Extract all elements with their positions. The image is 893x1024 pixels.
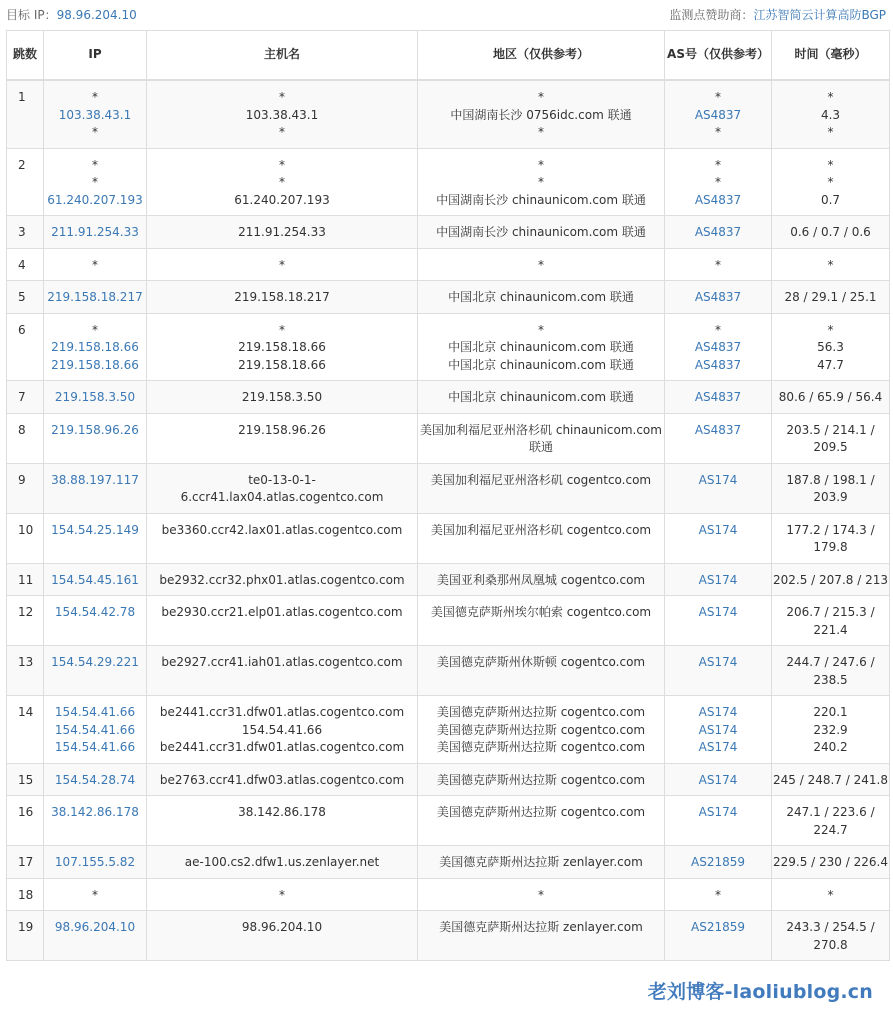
- asn-value[interactable]: AS174: [698, 740, 738, 754]
- region-value: *: [538, 90, 544, 104]
- asn-value[interactable]: AS174: [698, 722, 738, 737]
- target-ip[interactable]: 98.96.204.10: [56, 7, 137, 22]
- ip-value[interactable]: 154.54.25.149: [51, 522, 139, 537]
- asn-cell: [665, 763, 772, 796]
- hostname-cell: [147, 696, 418, 764]
- hostname-cell: [147, 281, 418, 314]
- ip-cell: [44, 80, 147, 148]
- hostname-cell: [147, 216, 418, 249]
- ip-cell: [44, 763, 147, 796]
- table-row: [7, 596, 890, 646]
- time-cell: [772, 381, 890, 414]
- asn-value[interactable]: AS4837: [694, 390, 742, 404]
- table-row: [7, 413, 890, 463]
- asn-cell: [665, 878, 772, 911]
- time-cell: [772, 513, 890, 563]
- host-value: *: [279, 322, 285, 337]
- time-value: 177.2 / 174.3 / 179.8: [786, 522, 875, 554]
- region-cell: [418, 513, 665, 563]
- ip-value[interactable]: 219.158.18.217: [47, 290, 143, 304]
- time-value: 244.7 / 247.6 / 238.5: [786, 655, 875, 687]
- ip-cell: [44, 911, 147, 961]
- table-row: [7, 248, 890, 281]
- table-row: [7, 381, 890, 414]
- host-value: 61.240.207.193: [234, 192, 330, 207]
- target-info: [6, 6, 137, 23]
- time-cell: [772, 696, 890, 764]
- ip-value[interactable]: 38.88.197.117: [51, 472, 139, 487]
- table-row: [7, 281, 890, 314]
- region-cell: [418, 911, 665, 961]
- asn-value[interactable]: AS174: [698, 605, 738, 619]
- host-value: be2441.ccr31.dfw01.atlas.cogentco.com: [159, 740, 405, 754]
- region-cell: [418, 596, 665, 646]
- col-header-time: 时间（毫秒）: [772, 31, 890, 81]
- ip-cell: [44, 148, 147, 216]
- host-value: be2441.ccr31.dfw01.atlas.cogentco.com: [159, 705, 405, 719]
- table-row: [7, 463, 890, 513]
- time-cell: [772, 216, 890, 249]
- ip-value: *: [92, 257, 98, 272]
- asn-value[interactable]: AS4837: [694, 340, 742, 354]
- ip-value[interactable]: 103.38.43.1: [58, 107, 132, 122]
- asn-value: *: [715, 157, 721, 172]
- col-header-ip: IP: [44, 31, 147, 81]
- table-row: [7, 763, 890, 796]
- asn-cell: [665, 313, 772, 381]
- asn-value[interactable]: AS174: [698, 772, 738, 787]
- region-value: 美国加利福尼亚州洛杉矶 cogentco.com: [430, 472, 652, 487]
- ip-value[interactable]: 38.142.86.178: [51, 805, 139, 819]
- sponsor-link[interactable]: 江苏智简云计算高防BGP: [753, 7, 886, 22]
- region-cell: [418, 313, 665, 381]
- table-row: [7, 513, 890, 563]
- region-cell: [418, 696, 665, 764]
- asn-value: *: [715, 175, 721, 189]
- host-value: 211.91.254.33: [238, 225, 326, 239]
- asn-value: *: [715, 322, 721, 337]
- region-cell: [418, 463, 665, 513]
- asn-value[interactable]: AS21859: [691, 920, 745, 934]
- time-value: 47.7: [817, 357, 844, 372]
- asn-value[interactable]: AS174: [698, 655, 738, 669]
- ip-value: *: [92, 90, 98, 104]
- region-cell: [418, 563, 665, 596]
- ip-cell: [44, 696, 147, 764]
- hostname-cell: [147, 911, 418, 961]
- asn-cell: [665, 463, 772, 513]
- host-value: *: [279, 257, 285, 272]
- host-value: be2927.ccr41.iah01.atlas.cogentco.com: [161, 655, 403, 669]
- asn-cell: [665, 796, 772, 846]
- hop-cell: 13: [7, 646, 44, 696]
- asn-cell: [665, 696, 772, 764]
- host-value: be2763.ccr41.dfw03.atlas.cogentco.com: [159, 772, 405, 787]
- time-value: 4.3: [820, 107, 841, 122]
- region-value: 美国德克萨斯州达拉斯 cogentco.com: [436, 722, 646, 737]
- asn-cell: [665, 911, 772, 961]
- time-cell: [772, 463, 890, 513]
- region-value: 美国德克萨斯州达拉斯 cogentco.com: [436, 705, 646, 719]
- hop-cell: 14: [7, 696, 44, 764]
- hostname-cell: [147, 878, 418, 911]
- asn-value: *: [715, 257, 721, 272]
- time-cell: [772, 248, 890, 281]
- host-value: be3360.ccr42.lax01.atlas.cogentco.com: [161, 522, 403, 537]
- ip-cell: [44, 313, 147, 381]
- time-value: *: [827, 175, 834, 189]
- time-value: 243.3 / 254.5 / 270.8: [786, 920, 875, 952]
- region-value: 美国德克萨斯州达拉斯 cogentco.com: [436, 805, 646, 819]
- host-value: 219.158.3.50: [241, 390, 323, 404]
- hostname-cell: [147, 846, 418, 879]
- time-cell: [772, 413, 890, 463]
- time-value: 0.7: [820, 192, 841, 207]
- hostname-cell: [147, 763, 418, 796]
- host-value: 219.158.18.66: [238, 340, 326, 354]
- time-value: 240.2: [813, 740, 848, 754]
- region-value: 中国湖南长沙 chinaunicom.com 联通: [436, 192, 646, 207]
- host-value: 98.96.204.10: [241, 920, 323, 934]
- region-value: 中国湖南长沙 chinaunicom.com 联通: [436, 225, 646, 239]
- asn-value[interactable]: AS4837: [694, 107, 742, 122]
- region-cell: [418, 248, 665, 281]
- asn-value[interactable]: AS174: [698, 705, 738, 719]
- time-cell: [772, 846, 890, 879]
- time-cell: [772, 646, 890, 696]
- time-cell: [772, 878, 890, 911]
- region-cell: [418, 413, 665, 463]
- time-value: *: [827, 322, 834, 337]
- sponsor-label: 监测点赞助商：: [669, 7, 754, 22]
- hostname-cell: [147, 796, 418, 846]
- host-value: be2930.ccr21.elp01.atlas.cogentco.com: [161, 605, 403, 619]
- ip-value: *: [92, 157, 98, 172]
- ip-cell: [44, 281, 147, 314]
- asn-value[interactable]: AS21859: [691, 855, 745, 869]
- time-value: *: [827, 887, 834, 902]
- asn-value: *: [715, 125, 721, 139]
- hostname-cell: [147, 148, 418, 216]
- region-cell: [418, 381, 665, 414]
- region-value: *: [538, 125, 544, 139]
- region-value: 美国德克萨斯州达拉斯 zenlayer.com: [439, 920, 643, 934]
- asn-cell: [665, 148, 772, 216]
- target-label: 目标 IP：: [6, 7, 57, 22]
- col-header-region: 地区（仅供参考）: [418, 31, 665, 81]
- asn-cell: [665, 513, 772, 563]
- region-value: 美国亚利桑那州凤凰城 cogentco.com: [436, 572, 646, 587]
- time-value: *: [827, 125, 834, 139]
- table-row: [7, 646, 890, 696]
- time-value: 203.5 / 214.1 / 209.5: [786, 422, 875, 454]
- time-value: 56.3: [817, 340, 844, 354]
- asn-value[interactable]: AS174: [698, 572, 738, 587]
- table-row: [7, 911, 890, 961]
- region-value: 美国德克萨斯州达拉斯 zenlayer.com: [439, 855, 643, 869]
- region-cell: [418, 846, 665, 879]
- time-value: 232.9: [813, 722, 848, 737]
- host-value: 103.38.43.1: [245, 107, 319, 122]
- region-cell: [418, 281, 665, 314]
- host-value: *: [279, 157, 285, 172]
- hostname-cell: [147, 413, 418, 463]
- ip-cell: [44, 216, 147, 249]
- ip-value[interactable]: 154.54.29.221: [51, 655, 139, 669]
- hop-cell: 4: [7, 248, 44, 281]
- region-value: 美国德克萨斯州休斯顿 cogentco.com: [436, 655, 646, 669]
- ip-cell: [44, 381, 147, 414]
- asn-cell: [665, 80, 772, 148]
- table-row: [7, 148, 890, 216]
- ip-cell: [44, 563, 147, 596]
- asn-cell: [665, 646, 772, 696]
- ip-value[interactable]: 219.158.96.26: [51, 422, 139, 437]
- region-value: 中国北京 chinaunicom.com 联通: [448, 390, 634, 404]
- asn-value[interactable]: AS174: [698, 805, 738, 819]
- hostname-cell: [147, 80, 418, 148]
- time-cell: [772, 596, 890, 646]
- hop-cell: 8: [7, 413, 44, 463]
- ip-value[interactable]: 219.158.18.66: [51, 357, 139, 372]
- region-value: *: [538, 175, 544, 189]
- time-value: 187.8 / 198.1 / 203.9: [786, 472, 875, 504]
- time-cell: [772, 148, 890, 216]
- ip-value[interactable]: 211.91.254.33: [51, 225, 139, 239]
- time-value: *: [827, 90, 834, 104]
- col-header-asn: AS号（仅供参考）: [665, 31, 772, 81]
- watermark-text: 老刘博客-laoliublog.cn: [647, 981, 873, 1003]
- hostname-cell: [147, 463, 418, 513]
- ip-value[interactable]: 98.96.204.10: [54, 920, 136, 934]
- hop-cell: 2: [7, 148, 44, 216]
- region-value: *: [538, 257, 544, 272]
- asn-cell: [665, 596, 772, 646]
- table-header-row: [7, 31, 890, 81]
- region-cell: [418, 148, 665, 216]
- asn-value[interactable]: AS4837: [694, 290, 742, 304]
- table-row: [7, 313, 890, 381]
- host-value: 38.142.86.178: [238, 805, 326, 819]
- ip-value[interactable]: 61.240.207.193: [47, 192, 143, 207]
- asn-cell: [665, 413, 772, 463]
- hop-cell: 6: [7, 313, 44, 381]
- ip-value: *: [92, 887, 98, 902]
- host-value: *: [279, 887, 285, 902]
- ip-cell: [44, 796, 147, 846]
- table-row: [7, 216, 890, 249]
- host-value: ae-100.cs2.dfw1.us.zenlayer.net: [184, 855, 380, 869]
- ip-cell: [44, 413, 147, 463]
- hostname-cell: [147, 313, 418, 381]
- ip-value[interactable]: 154.54.42.78: [54, 605, 136, 619]
- region-value: 中国北京 chinaunicom.com 联通: [448, 290, 634, 304]
- asn-cell: [665, 281, 772, 314]
- hop-cell: 15: [7, 763, 44, 796]
- hop-cell: 17: [7, 846, 44, 879]
- time-cell: [772, 763, 890, 796]
- host-value: *: [279, 175, 285, 189]
- asn-cell: [665, 381, 772, 414]
- hostname-cell: [147, 513, 418, 563]
- region-cell: [418, 216, 665, 249]
- time-cell: [772, 80, 890, 148]
- hop-cell: 11: [7, 563, 44, 596]
- hop-cell: 7: [7, 381, 44, 414]
- time-value: 202.5 / 207.8 / 213: [773, 572, 888, 587]
- time-cell: [772, 281, 890, 314]
- region-cell: [418, 796, 665, 846]
- ip-value[interactable]: 154.54.41.66: [54, 722, 136, 737]
- time-value: 206.7 / 215.3 / 221.4: [786, 605, 875, 637]
- asn-value[interactable]: AS4837: [694, 225, 742, 239]
- hop-cell: 9: [7, 463, 44, 513]
- table-row: [7, 563, 890, 596]
- time-value: 229.5 / 230 / 226.4: [773, 855, 888, 869]
- time-cell: [772, 796, 890, 846]
- col-header-hop: 跳数: [7, 31, 44, 81]
- traceroute-rows: [7, 80, 890, 961]
- table-row: [7, 696, 890, 764]
- table-row: [7, 846, 890, 879]
- hop-cell: 16: [7, 796, 44, 846]
- ip-cell: [44, 596, 147, 646]
- region-value: *: [538, 322, 544, 337]
- host-value: 154.54.41.66: [241, 722, 323, 737]
- time-value: *: [827, 157, 834, 172]
- host-value: 219.158.18.66: [238, 357, 326, 372]
- host-value: *: [279, 90, 285, 104]
- region-value: 美国德克萨斯州达拉斯 cogentco.com: [436, 772, 646, 787]
- time-cell: [772, 563, 890, 596]
- hop-cell: 19: [7, 911, 44, 961]
- ip-value[interactable]: 107.155.5.82: [54, 855, 136, 869]
- host-value: 219.158.96.26: [238, 422, 326, 437]
- table-row: [7, 878, 890, 911]
- region-value: 中国北京 chinaunicom.com 联通: [448, 357, 634, 372]
- ip-cell: [44, 646, 147, 696]
- hop-cell: 10: [7, 513, 44, 563]
- time-value: 247.1 / 223.6 / 224.7: [786, 805, 875, 837]
- hostname-cell: [147, 248, 418, 281]
- region-value: *: [538, 157, 544, 172]
- hop-cell: 1: [7, 80, 44, 148]
- ip-value: *: [92, 322, 98, 337]
- host-value: te0-13-0-1-6.ccr41.lax04.atlas.cogentco.com: [180, 472, 384, 504]
- ip-cell: [44, 513, 147, 563]
- ip-value: *: [92, 125, 98, 139]
- time-value: 245 / 248.7 / 241.8: [773, 772, 888, 787]
- time-value: 220.1: [813, 705, 848, 719]
- asn-cell: [665, 563, 772, 596]
- asn-value[interactable]: AS4837: [694, 192, 742, 207]
- region-value: 中国北京 chinaunicom.com 联通: [448, 340, 634, 354]
- ip-value[interactable]: 219.158.3.50: [54, 390, 136, 404]
- time-value: *: [827, 257, 834, 272]
- ip-cell: [44, 248, 147, 281]
- time-cell: [772, 313, 890, 381]
- region-cell: [418, 878, 665, 911]
- asn-value[interactable]: AS174: [698, 472, 738, 487]
- hop-cell: 18: [7, 878, 44, 911]
- region-cell: [418, 763, 665, 796]
- ip-cell: [44, 463, 147, 513]
- host-value: *: [279, 125, 285, 139]
- top-bar: [0, 0, 893, 28]
- region-value: *: [538, 887, 544, 902]
- ip-value: *: [92, 175, 98, 189]
- time-cell: [772, 911, 890, 961]
- table-row: [7, 80, 890, 148]
- region-value: 美国加利福尼亚州洛杉矶 chinaunicom.com 联通: [420, 422, 662, 454]
- ip-cell: [44, 846, 147, 879]
- asn-value[interactable]: AS4837: [694, 422, 742, 437]
- asn-cell: [665, 216, 772, 249]
- time-value: 0.6 / 0.7 / 0.6: [790, 225, 871, 239]
- ip-value[interactable]: 154.54.45.161: [51, 572, 139, 587]
- ip-value[interactable]: 219.158.18.66: [51, 340, 139, 354]
- asn-value[interactable]: AS4837: [694, 357, 742, 372]
- hop-cell: 5: [7, 281, 44, 314]
- hop-cell: 3: [7, 216, 44, 249]
- asn-value[interactable]: AS174: [698, 522, 738, 537]
- hop-cell: 12: [7, 596, 44, 646]
- time-value: 28 / 29.1 / 25.1: [784, 290, 877, 304]
- hostname-cell: [147, 381, 418, 414]
- region-cell: [418, 646, 665, 696]
- traceroute-table: [6, 30, 890, 961]
- asn-cell: [665, 248, 772, 281]
- hostname-cell: [147, 563, 418, 596]
- hostname-cell: [147, 646, 418, 696]
- asn-value: *: [715, 887, 721, 902]
- ip-value[interactable]: 154.54.41.66: [54, 705, 136, 719]
- region-value: 中国湖南长沙 0756idc.com 联通: [450, 107, 632, 122]
- col-header-hostname: 主机名: [147, 31, 418, 81]
- ip-cell: [44, 878, 147, 911]
- region-value: 美国德克萨斯州达拉斯 cogentco.com: [436, 740, 646, 754]
- sponsor-info: [669, 6, 886, 23]
- host-value: 219.158.18.217: [234, 290, 330, 304]
- region-cell: [418, 80, 665, 148]
- region-value: 美国德克萨斯州埃尔帕索 cogentco.com: [430, 605, 652, 619]
- host-value: be2932.ccr32.phx01.atlas.cogentco.com: [159, 572, 405, 587]
- ip-value[interactable]: 154.54.41.66: [54, 740, 136, 754]
- ip-value[interactable]: 154.54.28.74: [54, 772, 136, 787]
- time-value: 80.6 / 65.9 / 56.4: [778, 390, 883, 404]
- asn-value: *: [715, 90, 721, 104]
- table-row: [7, 796, 890, 846]
- hostname-cell: [147, 596, 418, 646]
- asn-cell: [665, 846, 772, 879]
- region-value: 美国加利福尼亚州洛杉矶 cogentco.com: [430, 522, 652, 537]
